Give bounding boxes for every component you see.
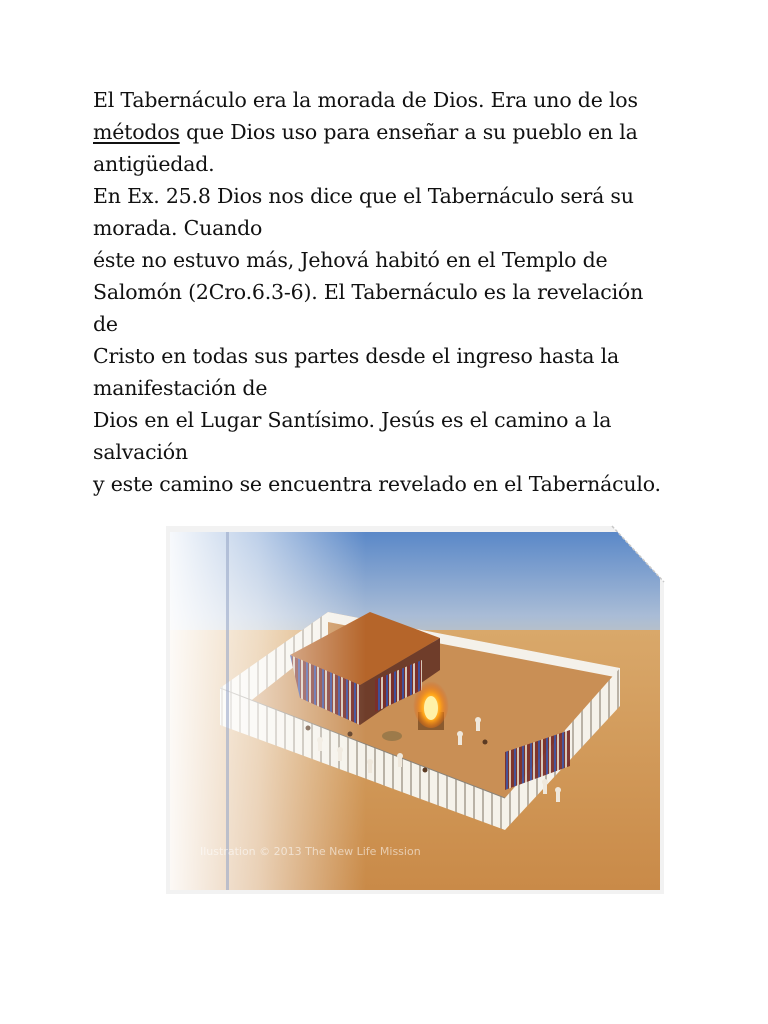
text-line: Salomón (2Cro.6.3-6). El Tabernáculo es la revelación xyxy=(93,280,644,304)
text-line: En Ex. 25.8 Dios nos dice que el Tabernáculo será su xyxy=(93,184,634,208)
text-line: Cristo en todas sus partes desde el ingreso hasta la xyxy=(93,344,620,368)
text-line: morada. Cuando xyxy=(93,216,263,240)
text-line: salvación xyxy=(93,440,188,464)
text-line: El Tabernáculo era la morada de Dios. Era uno de los xyxy=(93,88,638,112)
text-fragment: que Dios uso para enseñar a su pueblo en la xyxy=(179,120,638,144)
text-line: Dios en el Lugar Santísimo. Jesús es el camino a la xyxy=(93,408,612,432)
body-text xyxy=(93,84,733,500)
text-line: de xyxy=(93,312,118,336)
text-line: manifestación de xyxy=(93,376,268,400)
text-line: antigüedad. xyxy=(93,152,215,176)
image-watermark: Ilustration © 2013 The New Life Mission xyxy=(200,845,421,858)
text-line: y este camino se encuentra revelado en el Tabernáculo. xyxy=(93,472,661,496)
metodos-link[interactable]: métodos xyxy=(93,120,180,144)
text-line: éste no estuvo más, Jehová habitó en el Templo de xyxy=(93,248,608,272)
text-line xyxy=(93,116,733,148)
tabernacle-illustration xyxy=(160,520,670,900)
tabernacle-picture xyxy=(160,520,670,900)
